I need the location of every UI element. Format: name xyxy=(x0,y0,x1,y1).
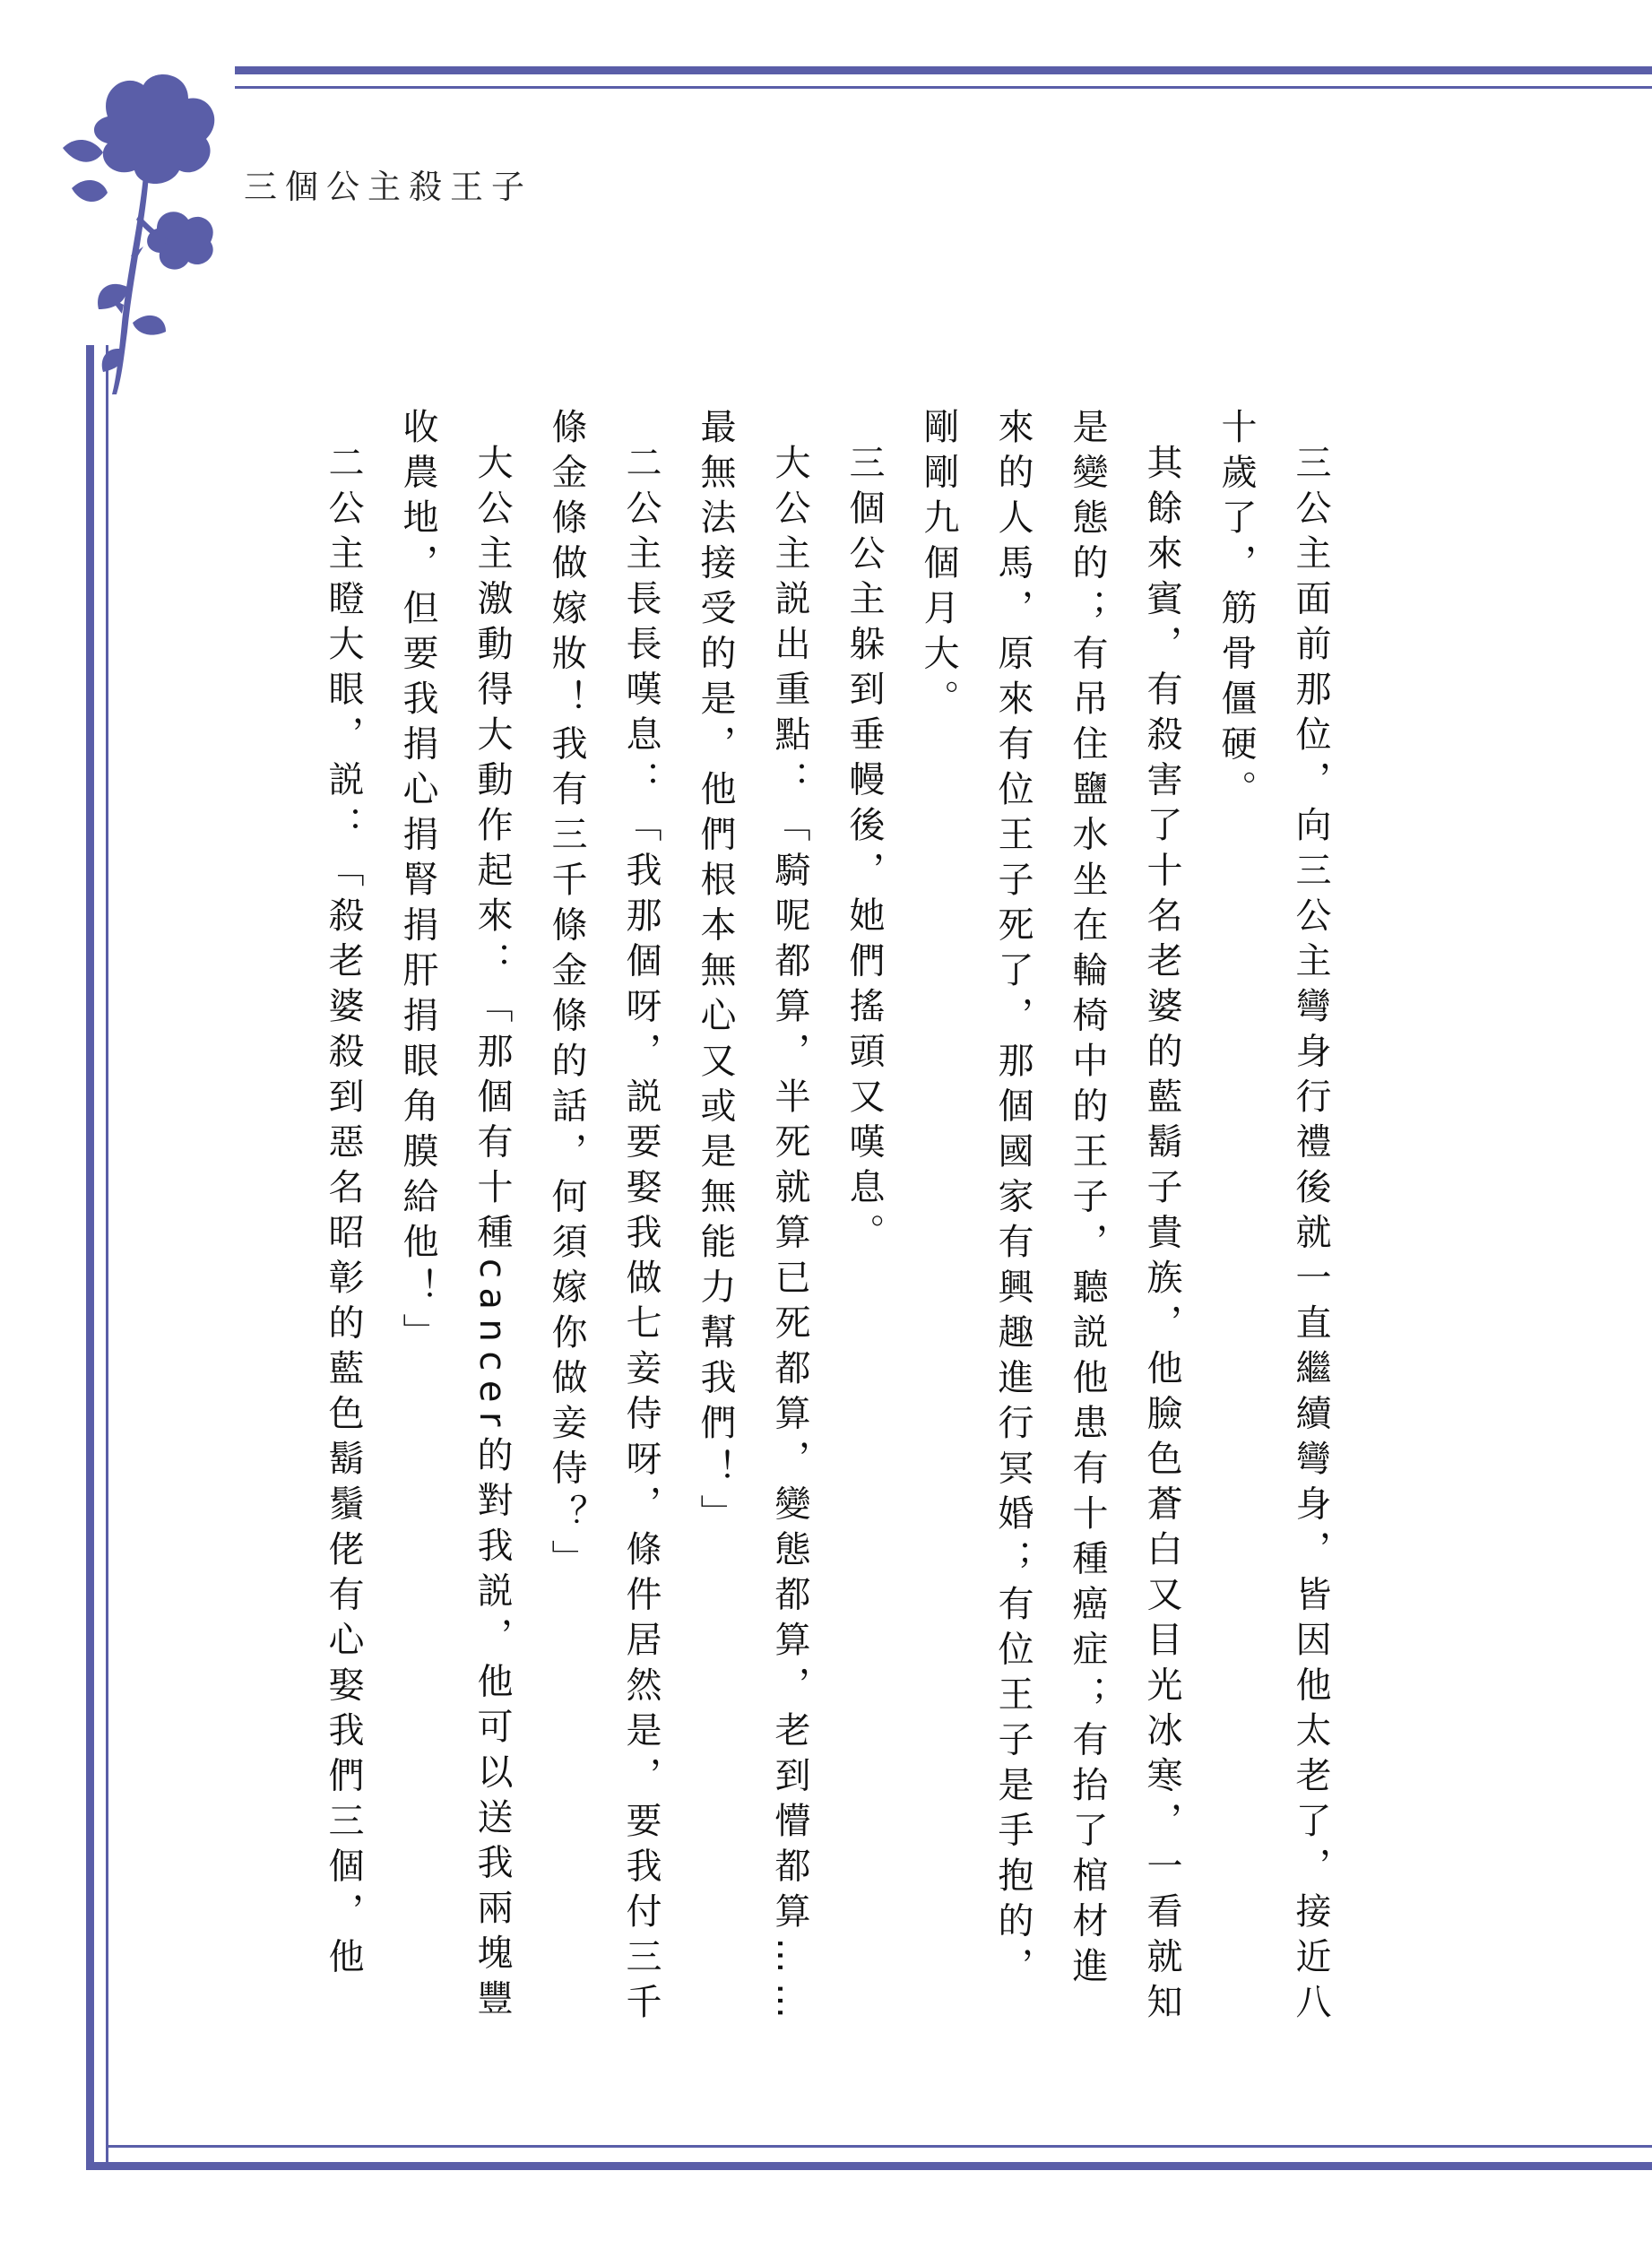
left-border-thin xyxy=(106,345,108,2169)
top-border-thin xyxy=(235,86,1652,89)
book-title: 三個公主殺王子 xyxy=(244,168,532,206)
paragraph: 其餘來賓，有殺害了十名老婆的藍鬍子貴族，他臉色蒼白又目光冰寒，一看就知是變態的；有吊住鹽水坐在輪椅中的王子，聽説他患有十種癌症；有抬了棺材進來的人馬，原來有位王子死了，那個國家有興趣進行冥婚；有位王子是手抱的，剛剛九個月大。 xyxy=(918,408,1182,2028)
top-border-thick xyxy=(235,66,1652,74)
left-border-thick xyxy=(86,345,94,2169)
paragraph: 二公主長長嘆息：「我那個呀，説要娶我做七妾侍呀，條件居然是，要我付三千條金條做嫁妝！我有三千條金條的話，何須嫁你做妾侍？」 xyxy=(546,408,662,2028)
bottom-border-thin xyxy=(106,2145,1652,2148)
paragraph: 二公主瞪大眼，説：「殺老婆殺到惡名昭彰的藍色鬍鬚佬有心娶我們三個，他 xyxy=(323,444,364,1983)
paragraph: 三公主面前那位，向三公主彎身行禮後就一直繼續彎身，皆因他太老了，接近八十歲了，筋骨僵硬。 xyxy=(1215,408,1331,2028)
rose-branch-icon xyxy=(54,63,242,394)
paragraph: 三個公主躲到垂幔後，她們搖頭又嘆息。 xyxy=(843,444,885,1258)
bottom-border-thick xyxy=(86,2162,1652,2170)
page-body-text xyxy=(306,408,1347,2030)
paragraph: 大公主激動得大動作起來：「那個有十種cancer的對我説，他可以送我兩塊豐收農地，但要我捐心捐腎捐肝捐眼角膜給他！」 xyxy=(397,408,513,2025)
paragraph: 大公主説出重點：「騎呢都算，半死就算已死都算，變態都算，老到懵都算……最無法接受的是，他們根本無心又或是無能力幫我們！」 xyxy=(695,408,810,2028)
